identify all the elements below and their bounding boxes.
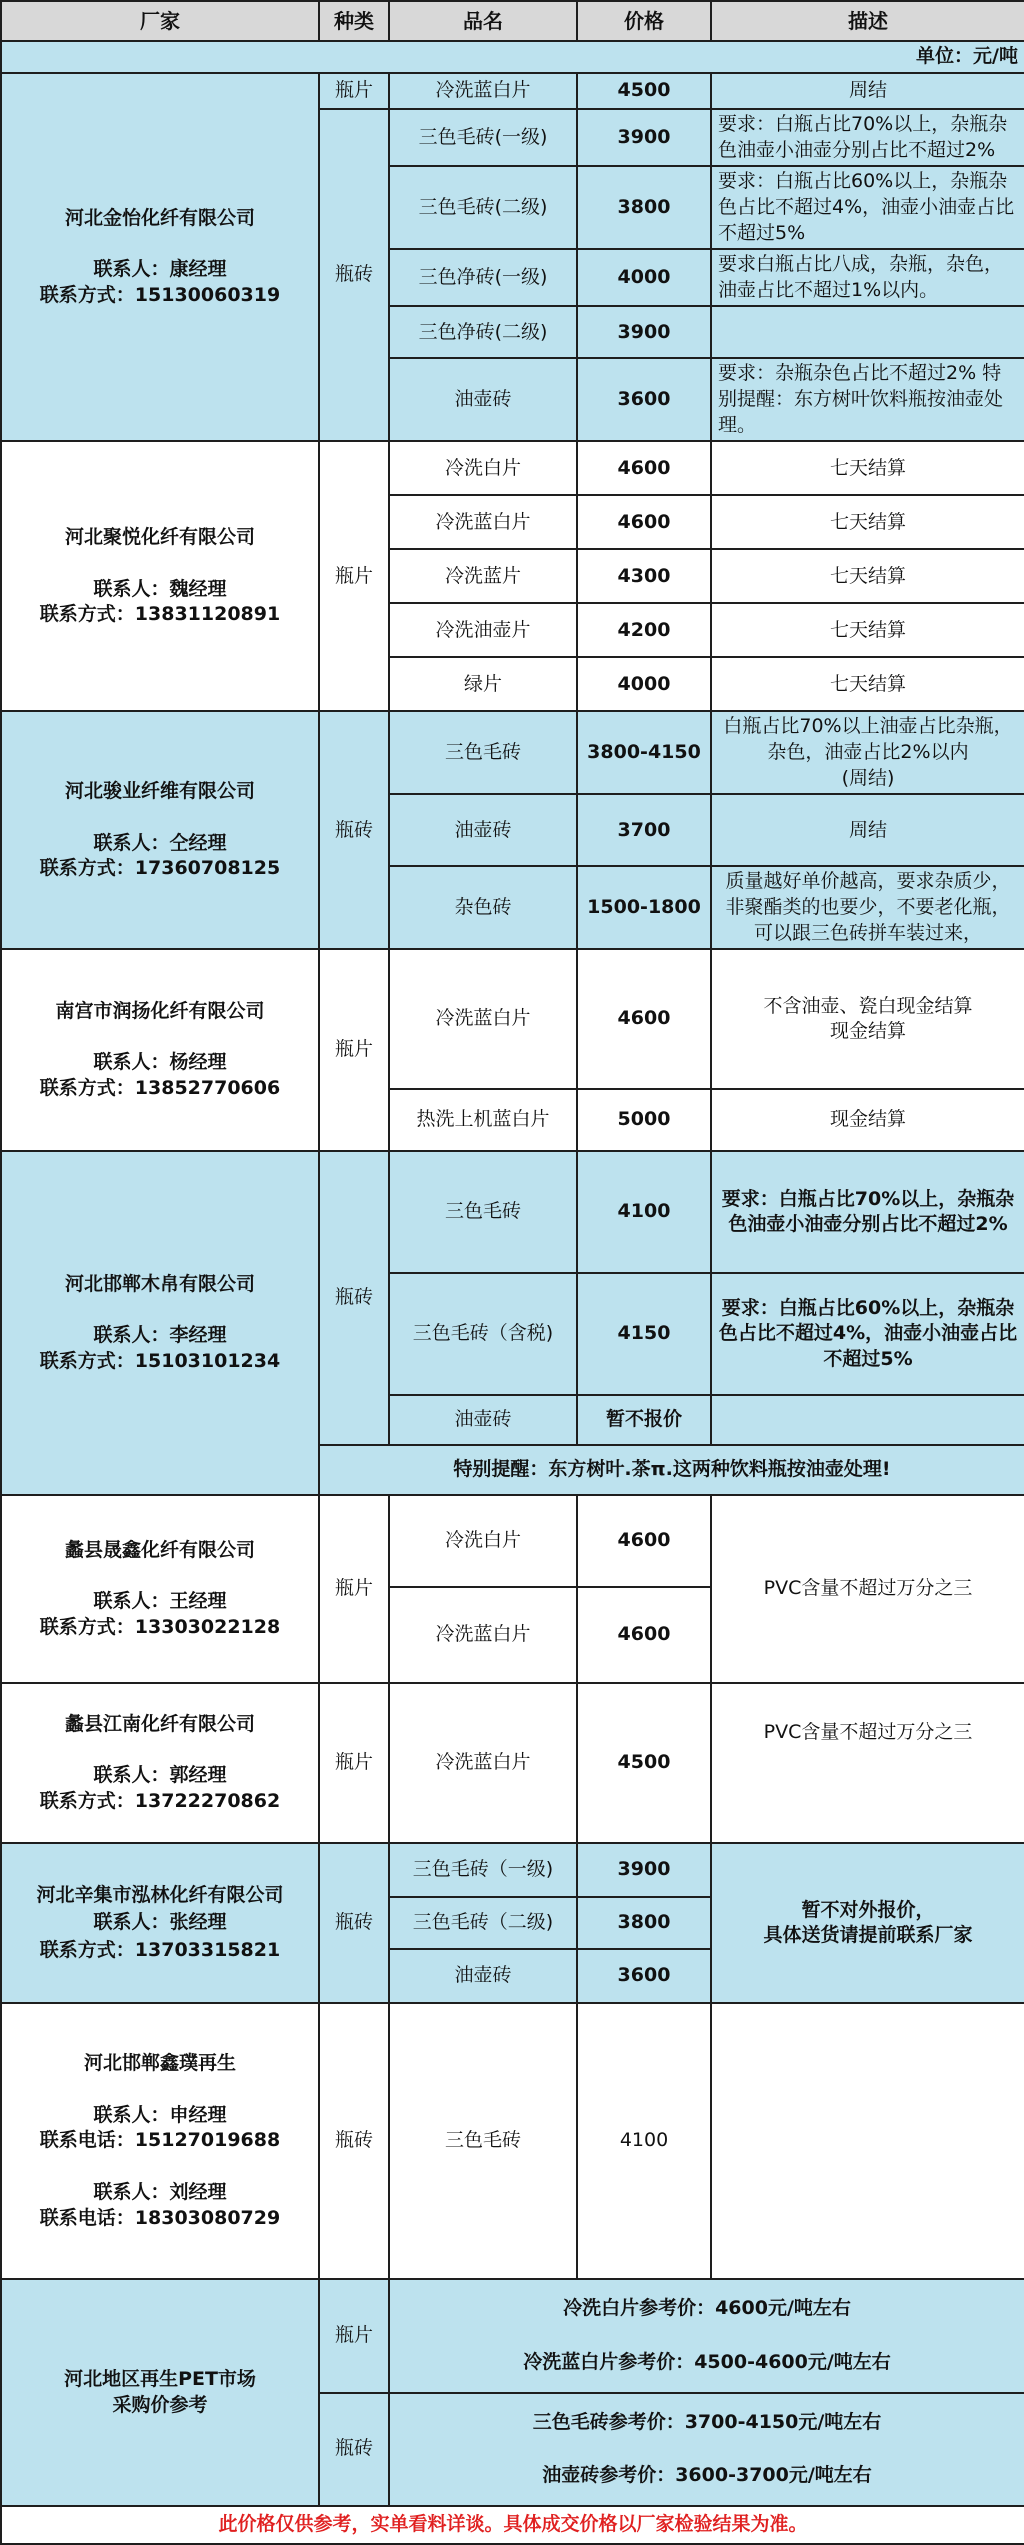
price-cell: 3800 xyxy=(577,166,711,249)
price-cell: 4600 xyxy=(577,495,711,549)
company-phone: 联系方式：13831120891 xyxy=(39,603,281,626)
type-cell: 瓶片 xyxy=(319,441,389,711)
type-cell: 瓶片 xyxy=(319,949,389,1151)
product-cell: 冷洗蓝片 xyxy=(389,549,577,603)
desc-cell: PVC含量不超过万分之三 xyxy=(711,1683,1024,1843)
company-name: 河北金怡化纤有限公司 xyxy=(64,206,255,229)
table-row xyxy=(1,949,1024,1089)
company-cell xyxy=(1,2003,319,2279)
company-contact: 联系人：张经理 xyxy=(93,1911,227,1934)
desc-cell: 现金结算 xyxy=(711,1089,1024,1151)
reference-title: 河北地区再生PET市场 xyxy=(64,2367,256,2390)
desc-text: 具体送货请提前联系厂家 xyxy=(763,1924,973,1947)
product-cell: 油壶砖 xyxy=(389,1949,577,2003)
product-cell: 三色毛砖 xyxy=(389,2003,577,2279)
reference-line: 三色毛砖参考价：3700-4150元/吨左右 xyxy=(532,2410,882,2433)
company-phone: 联系电话：15127019688 xyxy=(39,2129,281,2152)
price-cell: 4600 xyxy=(577,441,711,495)
footer-disclaimer: 此价格仅供参考，实单看料详谈。具体成交价格以厂家检验结果为准。 xyxy=(1,2506,1024,2544)
desc-text: 现金结算 xyxy=(829,1020,906,1043)
price-cell: 4300 xyxy=(577,549,711,603)
footer-row xyxy=(1,2506,1024,2544)
company-name: 蠡县江南化纤有限公司 xyxy=(64,1712,255,1735)
desc-cell: 要求：杂瓶杂色占比不超过2% 特别提醒：东方树叶饮料瓶按油壶处理。 xyxy=(711,358,1024,441)
price-cell: 3700 xyxy=(577,794,711,866)
company-contact: 联系人：魏经理 xyxy=(93,577,227,600)
desc-text: 白瓶占比70%以上油壶占比杂瓶，杂色，油壶占比2%以内 xyxy=(723,715,1013,764)
type-cell: 瓶砖 xyxy=(319,1843,389,2003)
product-cell: 冷洗蓝白片 xyxy=(389,495,577,549)
desc-text: (周结) xyxy=(841,766,895,789)
company-phone: 联系方式：13303022128 xyxy=(39,1616,281,1639)
product-cell: 杂色砖 xyxy=(389,866,577,949)
product-cell: 绿片 xyxy=(389,657,577,711)
product-cell: 热洗上机蓝白片 xyxy=(389,1089,577,1151)
desc-cell: 要求白瓶占比八成，杂瓶，杂色，油壶占比不超过1%以内。 xyxy=(711,249,1024,306)
desc-cell: 要求：白瓶占比70%以上，杂瓶杂色油壶小油壶分别占比不超过2% xyxy=(711,109,1024,166)
reference-prices xyxy=(389,2393,1024,2506)
unit-label: 单位：元/吨 xyxy=(1,41,1024,73)
price-cell: 3900 xyxy=(577,1843,711,1897)
company-name: 河北聚悦化纤有限公司 xyxy=(64,525,255,548)
reference-line: 冷洗蓝白片参考价：4500-4600元/吨左右 xyxy=(523,2350,891,2373)
company-cell xyxy=(1,441,319,711)
company-contact: 联系人：康经理 xyxy=(93,258,227,281)
price-cell: 3600 xyxy=(577,1949,711,2003)
table-row xyxy=(1,1151,1024,1273)
desc-cell: 七天结算 xyxy=(711,495,1024,549)
company-contact: 联系人：申经理 xyxy=(93,2103,227,2126)
product-cell: 油壶砖 xyxy=(389,794,577,866)
desc-cell: 周结 xyxy=(711,73,1024,109)
type-cell: 瓶片 xyxy=(319,1683,389,1843)
product-cell: 三色毛砖(一级) xyxy=(389,109,577,166)
type-cell: 瓶砖 xyxy=(319,109,389,441)
price-cell: 3600 xyxy=(577,358,711,441)
reference-prices xyxy=(389,2279,1024,2392)
table-row xyxy=(1,2003,1024,2279)
company-contact: 联系人：王经理 xyxy=(93,1590,227,1613)
price-cell: 4000 xyxy=(577,657,711,711)
price-cell: 4000 xyxy=(577,249,711,306)
company-cell xyxy=(1,949,319,1151)
company-cell xyxy=(1,1495,319,1683)
company-name: 南宫市润扬化纤有限公司 xyxy=(55,999,265,1022)
company-phone: 联系方式：17360708125 xyxy=(39,857,281,880)
company-contact: 联系人：郭经理 xyxy=(93,1764,227,1787)
desc-cell xyxy=(711,1843,1024,2003)
product-cell: 三色毛砖(二级) xyxy=(389,166,577,249)
product-cell: 冷洗白片 xyxy=(389,441,577,495)
desc-cell xyxy=(711,1395,1024,1445)
header-product: 品名 xyxy=(389,1,577,41)
price-cell: 暂不报价 xyxy=(577,1395,711,1445)
company-contact: 联系人：刘经理 xyxy=(93,2181,227,2204)
company-phone: 联系方式：13722270862 xyxy=(39,1790,281,1813)
price-cell: 4500 xyxy=(577,1683,711,1843)
type-cell: 瓶砖 xyxy=(319,2393,389,2506)
product-cell: 油壶砖 xyxy=(389,358,577,441)
table-row xyxy=(1,441,1024,495)
reference-subtitle: 采购价参考 xyxy=(112,2393,208,2416)
desc-text: 不含油壶、瓷白现金结算 xyxy=(763,994,973,1017)
price-cell: 4200 xyxy=(577,603,711,657)
company-phone: 联系方式：15130060319 xyxy=(39,284,281,307)
company-phone: 联系方式：13703315821 xyxy=(39,1939,281,1962)
company-cell xyxy=(1,711,319,949)
header-type: 种类 xyxy=(319,1,389,41)
product-cell: 三色毛砖（二级) xyxy=(389,1897,577,1949)
price-cell: 3900 xyxy=(577,109,711,166)
price-cell: 4100 xyxy=(577,1151,711,1273)
desc-cell: 要求：白瓶占比60%以上，杂瓶杂色占比不超过4%，油壶小油壶占比不超过5% xyxy=(711,1273,1024,1395)
desc-cell: 七天结算 xyxy=(711,603,1024,657)
product-cell: 冷洗蓝白片 xyxy=(389,1683,577,1843)
product-cell: 冷洗蓝白片 xyxy=(389,949,577,1089)
company-phone: 联系方式：13852770606 xyxy=(39,1077,281,1100)
note-cell: 特别提醒：东方树叶.茶π.这两种饮料瓶按油壶处理! xyxy=(319,1445,1024,1495)
reference-title-cell xyxy=(1,2279,319,2506)
type-cell: 瓶砖 xyxy=(319,711,389,949)
unit-row xyxy=(1,41,1024,73)
type-cell: 瓶片 xyxy=(319,2279,389,2392)
price-cell: 3900 xyxy=(577,306,711,358)
company-contact: 联系人：李经理 xyxy=(93,1324,227,1347)
header-price: 价格 xyxy=(577,1,711,41)
product-cell: 冷洗蓝白片 xyxy=(389,73,577,109)
table-row xyxy=(1,1495,1024,1587)
header-desc: 描述 xyxy=(711,1,1024,41)
price-cell: 4150 xyxy=(577,1273,711,1395)
type-cell: 瓶砖 xyxy=(319,2003,389,2279)
company-name: 河北辛集市泓林化纤有限公司 xyxy=(36,1883,284,1906)
price-cell: 1500-1800 xyxy=(577,866,711,949)
product-cell: 冷洗蓝白片 xyxy=(389,1587,577,1683)
price-cell: 3800-4150 xyxy=(577,711,711,794)
price-cell: 5000 xyxy=(577,1089,711,1151)
desc-cell xyxy=(711,2003,1024,2279)
reference-line: 油壶砖参考价：3600-3700元/吨左右 xyxy=(542,2464,872,2487)
table-row xyxy=(1,2279,1024,2392)
product-cell: 三色毛砖 xyxy=(389,711,577,794)
type-cell: 瓶片 xyxy=(319,73,389,109)
company-contact: 联系人：仝经理 xyxy=(93,831,227,854)
price-cell: 4600 xyxy=(577,1495,711,1587)
price-cell: 4600 xyxy=(577,1587,711,1683)
desc-cell: 周结 xyxy=(711,794,1024,866)
company-cell xyxy=(1,1843,319,2003)
desc-cell: 七天结算 xyxy=(711,441,1024,495)
product-cell: 三色净砖(二级) xyxy=(389,306,577,358)
price-cell: 3800 xyxy=(577,1897,711,1949)
price-cell: 4500 xyxy=(577,73,711,109)
header-row xyxy=(1,1,1024,41)
desc-cell xyxy=(711,306,1024,358)
product-cell: 三色毛砖 xyxy=(389,1151,577,1273)
price-cell: 4100 xyxy=(577,2003,711,2279)
desc-cell: 要求：白瓶占比60%以上，杂瓶杂色占比不超过4%，油壶小油壶占比不超过5% xyxy=(711,166,1024,249)
table-row xyxy=(1,1843,1024,1897)
header-company: 厂家 xyxy=(1,1,319,41)
type-cell: 瓶砖 xyxy=(319,1151,389,1445)
type-cell: 瓶片 xyxy=(319,1495,389,1683)
desc-cell: 七天结算 xyxy=(711,549,1024,603)
product-cell: 三色净砖(一级) xyxy=(389,249,577,306)
desc-cell xyxy=(711,711,1024,794)
desc-cell: 质量越好单价越高，要求杂质少，非聚酯类的也要少，不要老化瓶，可以跟三色砖拼车装过来， xyxy=(711,866,1024,949)
desc-cell: 七天结算 xyxy=(711,657,1024,711)
price-cell: 4600 xyxy=(577,949,711,1089)
company-contact: 联系人：杨经理 xyxy=(93,1051,227,1074)
product-cell: 三色毛砖（含税) xyxy=(389,1273,577,1395)
company-phone: 联系方式：15103101234 xyxy=(39,1350,281,1373)
company-name: 河北骏业纤维有限公司 xyxy=(64,779,255,802)
desc-cell: 要求：白瓶占比70%以上，杂瓶杂色油壶小油壶分别占比不超过2% xyxy=(711,1151,1024,1273)
company-name: 蠡县晟鑫化纤有限公司 xyxy=(64,1538,255,1561)
company-name: 河北邯郸鑫璞再生 xyxy=(83,2052,236,2075)
product-cell: 冷洗油壶片 xyxy=(389,603,577,657)
table-row xyxy=(1,73,1024,109)
company-cell xyxy=(1,1151,319,1495)
company-name: 河北邯郸木帛有限公司 xyxy=(64,1272,255,1295)
company-cell xyxy=(1,73,319,441)
product-cell: 油壶砖 xyxy=(389,1395,577,1445)
table-row xyxy=(1,711,1024,794)
product-cell: 三色毛砖（一级) xyxy=(389,1843,577,1897)
desc-cell xyxy=(711,949,1024,1089)
product-cell: 冷洗白片 xyxy=(389,1495,577,1587)
table-row xyxy=(1,1683,1024,1843)
company-phone: 联系电话：18303080729 xyxy=(39,2206,281,2229)
desc-cell: PVC含量不超过万分之三 xyxy=(711,1495,1024,1683)
desc-text: 暂不对外报价， xyxy=(801,1898,935,1921)
company-cell xyxy=(1,1683,319,1843)
reference-line: 冷洗白片参考价：4600元/吨左右 xyxy=(563,2297,851,2320)
